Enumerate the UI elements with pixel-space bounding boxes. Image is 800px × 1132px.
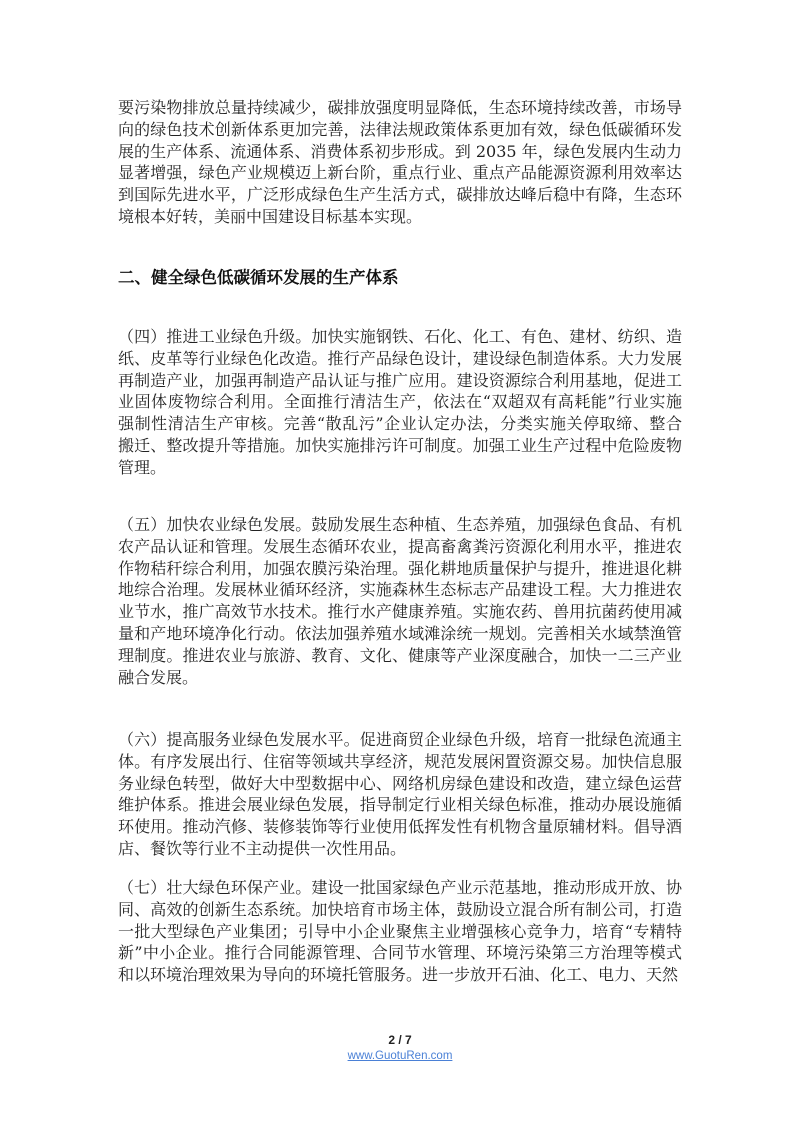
text-line: 作物秸秆综合利用，加强农膜污染治理。强化耕地质量保护与提升，推进退化耕 [118,558,682,578]
text-line: 强制性清洁生产审核。完善“散乱污”企业认定办法，分类实施关停取缔、整合 [118,414,682,434]
paragraph-agriculture [118,514,682,688]
text-line: （七）壮大绿色环保产业。建设一批国家绿色产业示范基地，推动形成开放、协 [118,878,682,897]
text-line: 搬迁、整改提升等措施。加快实施排污许可制度。加强工业生产过程中危险废物 [118,435,682,455]
text-line: 融合发展。 [118,667,199,687]
paragraph-intro [118,97,682,228]
text-line: 维护体系。推进会展业绿色发展，指导制定行业相关绿色标准，推动办展设施循 [118,795,682,815]
text-line: 店、餐饮等行业不主动提供一次性用品。 [118,838,407,858]
text-line: 纸、皮革等行业绿色化改造。推行产品绿色设计，建设绿色制造体系。大力发展 [118,348,682,368]
text-line: 管理。 [118,457,167,477]
text-line: 量和产地环境净化行动。依法加强养殖水域滩涂统一规划。完善相关水域禁渔管 [118,623,682,643]
text-line: 环使用。推动汽修、装修装饰等行业使用低挥发性有机物含量原辅材料。倡导酒 [118,817,682,837]
text-line: 地综合治理。发展林业循环经济，实施森林生态标志产品建设工程。大力推进农 [118,580,682,600]
text-line: 展的生产体系、流通体系、消费体系初步形成。到 2035 年，绿色发展内生动力 [118,141,682,161]
text-line: 到国际先进水平，广泛形成绿色生产生活方式，碳排放达峰后稳中有降，生态环 [118,185,682,205]
paragraph-industry [118,326,682,479]
text-line: （五）加快农业绿色发展。鼓励发展生态种植、生态养殖，加强绿色食品、有机 [118,515,682,534]
text-line: 新”中小企业。推行合同能源管理、合同节水管理、环境污染第三方治理等模式 [118,943,682,963]
text-line: 业节水，推广高效节水技术。推行水产健康养殖。实施农药、兽用抗菌药使用减 [118,602,682,622]
text-line: 显著增强，绿色产业规模迈上新台阶，重点行业、重点产品能源资源利用效率达 [118,163,682,183]
text-line: （四）推进工业绿色升级。加快实施钢铁、石化、化工、有色、建材、纺织、造 [118,327,682,346]
text-line: 和以环境治理效果为导向的环境托管服务。进一步放开石油、化工、电力、天然 [118,965,679,985]
section-heading: 二、健全绿色低碳循环发展的生产体系 [118,268,399,287]
text-line: 同、高效的创新生态系统。加快培育市场主体，鼓励设立混合所有制公司，打造 [118,899,682,919]
text-line: （六）提高服务业绿色发展水平。促进商贸企业绿色升级，培育一批绿色流通主 [118,730,682,749]
paragraph-environmental-industry [118,877,682,986]
text-line: 业固体废物综合利用。全面推行清洁生产，依法在“双超双有高耗能”行业实施 [118,392,682,412]
text-line: 要污染物排放总量持续减少，碳排放强度明显降低，生态环境持续改善，市场导 [118,98,682,117]
text-line: 理制度。推进农业与旅游、教育、文化、健康等产业深度融合，加快一二三产业 [118,645,682,665]
text-line: 务业绿色转型，做好大中型数据中心、网络机房绿色建设和改造，建立绿色运营 [118,773,682,793]
text-line: 再制造产业，加强再制造产品认证与推广应用。建设资源综合利用基地，促进工 [118,370,682,390]
website-link[interactable]: www.GuotuRen.com [347,1050,453,1062]
text-line: 农产品认证和管理。发展生态循环农业，提高畜禽粪污资源化利用水平，推进农 [118,536,682,556]
text-line: 向的绿色技术创新体系更加完善，法律法规政策体系更加有效，绿色低碳循环发 [118,119,682,139]
text-line: 一批大型绿色产业集团；引导中小企业聚焦主业增强核心竞争力，培育“专精特 [118,921,682,941]
text-line: 体。有序发展出行、住宿等领域共享经济，规范发展闲置资源交易。加快信息服 [118,751,682,771]
text-line: 境根本好转，美丽中国建设目标基本实现。 [118,206,423,226]
page-number: 2 / 7 [388,1033,412,1047]
paragraph-services [118,729,682,860]
